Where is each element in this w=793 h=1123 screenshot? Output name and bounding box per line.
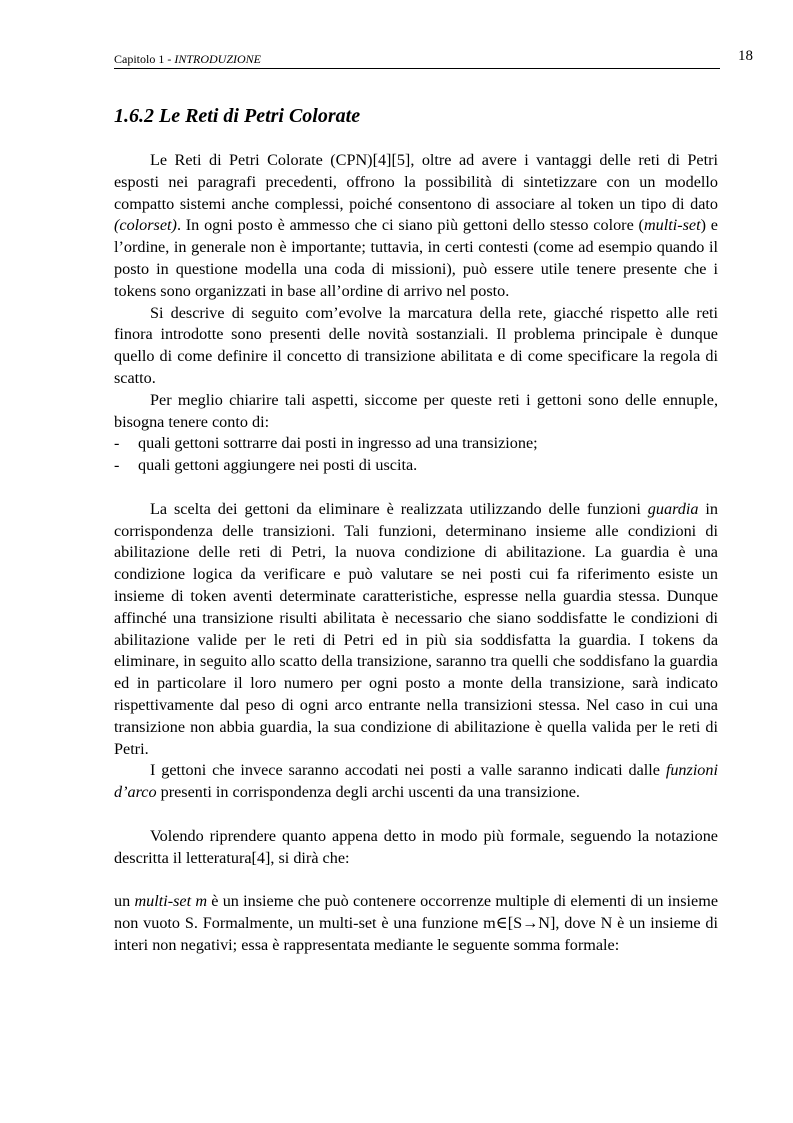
list-item: - quali gettoni aggiungere nei posti di uscita. xyxy=(114,455,718,477)
italic-term: guardia xyxy=(647,499,699,518)
text-run: un xyxy=(114,892,135,911)
dash-list xyxy=(114,433,718,477)
text-run: è un insieme che può contenere occorrenze multiple di elementi di un insieme non vuoto S. Formalmente, un multi-set è una funzione m∈[S→N], dove N è un insieme di interi non negativi; essa è rappresentata mediante le seguente somma formale: xyxy=(114,892,719,954)
paragraph-multiset-definition xyxy=(114,891,718,956)
paragraph-tuples: Per meglio chiarire tali aspetti, siccome per queste reti i gettoni sono delle ennuple, bisogna tenere conto di: xyxy=(114,390,718,431)
italic-term: funzioni d’arco xyxy=(114,761,718,802)
running-header xyxy=(114,50,720,69)
paragraph-guard xyxy=(114,499,718,761)
paragraph-cpn-intro xyxy=(114,150,718,303)
chapter-prefix: Capitolo 1 - xyxy=(114,52,175,66)
text-run: ) e l’ordine, in generale non è importante; tuttavia, in certi contesti (come ad esempio quando il posto in questione modella una coda di missioni), può essere utile tenere presente che i tokens sono organizzati in base all’ordine di arrivo nel posto. xyxy=(114,216,718,300)
section-title: 1.6.2 Le Reti di Petri Colorate xyxy=(114,105,361,127)
chapter-title: INTRODUZIONE xyxy=(174,52,261,66)
text-run: . In ogni posto è ammesso che ci siano più gettoni dello stesso colore ( xyxy=(176,216,644,235)
text-run: in corrispondenza delle transizioni. Tali funzioni, determinano insieme alle condizioni di abilitazione delle reti di Petri, la nuova condizione di abilitazione. La guardia è una condizione logica da verificare e può valutare se nei posti cui fa riferimento esiste un insieme di token aventi determinate caratteristiche, espresse nella guardia stessa. Dunque affinché una transizione risulti abilitata è necessario che siano soddisfatte le condizioni di abilitazione valide per le reti di Petri ed in più sia soddisfatta la guardia. I tokens da eliminare, in seguito allo scatto della transizione, saranno tra quelli che soddisfano la guardia ed in particolare il loro numero per ogni posto a monte della transizione, sarà indicato rispettivamente dal peso di ogni arco entrante nella transizioni stessa. Nel caso in cui una transizione non abbia guardia, la sua condizione di abilitazione è quella valida per le reti di Petri. xyxy=(114,499,718,758)
italic-term: multi-set xyxy=(643,216,701,235)
italic-term: (colorset) xyxy=(114,216,177,235)
text-run: La scelta dei gettoni da eliminare è realizzata utilizzando delle funzioni xyxy=(150,499,648,518)
paragraph-formal: Volendo riprendere quanto appena detto in modo più formale, seguendo la notazione descritta il letteratura[4], si dirà che: xyxy=(114,826,718,867)
paragraph-marking: Si descrive di seguito com’evolve la marcatura della rete, giacché rispetto alle reti finora introdotte sono presenti delle novità sostanziali. Il problema principale è dunque quello di come definire il concetto di transizione abilitata e di come specificare la regola di scatto. xyxy=(114,303,718,387)
text-run: I gettoni che invece saranno accodati nei posti a valle saranno indicati dalle xyxy=(150,761,666,780)
list-item: - quali gettoni sottrarre dai posti in ingresso ad una transizione; xyxy=(114,433,718,455)
paragraph-arc-functions xyxy=(114,760,718,804)
chapter-label xyxy=(114,52,261,67)
text-run: Le Reti di Petri Colorate (CPN)[4][5], oltre ad avere i vantaggi delle reti di Petri esposti nei paragrafi precedenti, offrono la possibilità di sintetizzare con un modello compatto sistemi anche complessi, poiché consentono di associare al token un tipo di dato xyxy=(114,151,718,213)
italic-term: multi-set m xyxy=(134,892,208,911)
page-number: 18 xyxy=(738,48,753,64)
text-run: presenti in corrispondenza degli archi uscenti da una transizione. xyxy=(156,783,580,802)
body-text xyxy=(114,150,718,956)
